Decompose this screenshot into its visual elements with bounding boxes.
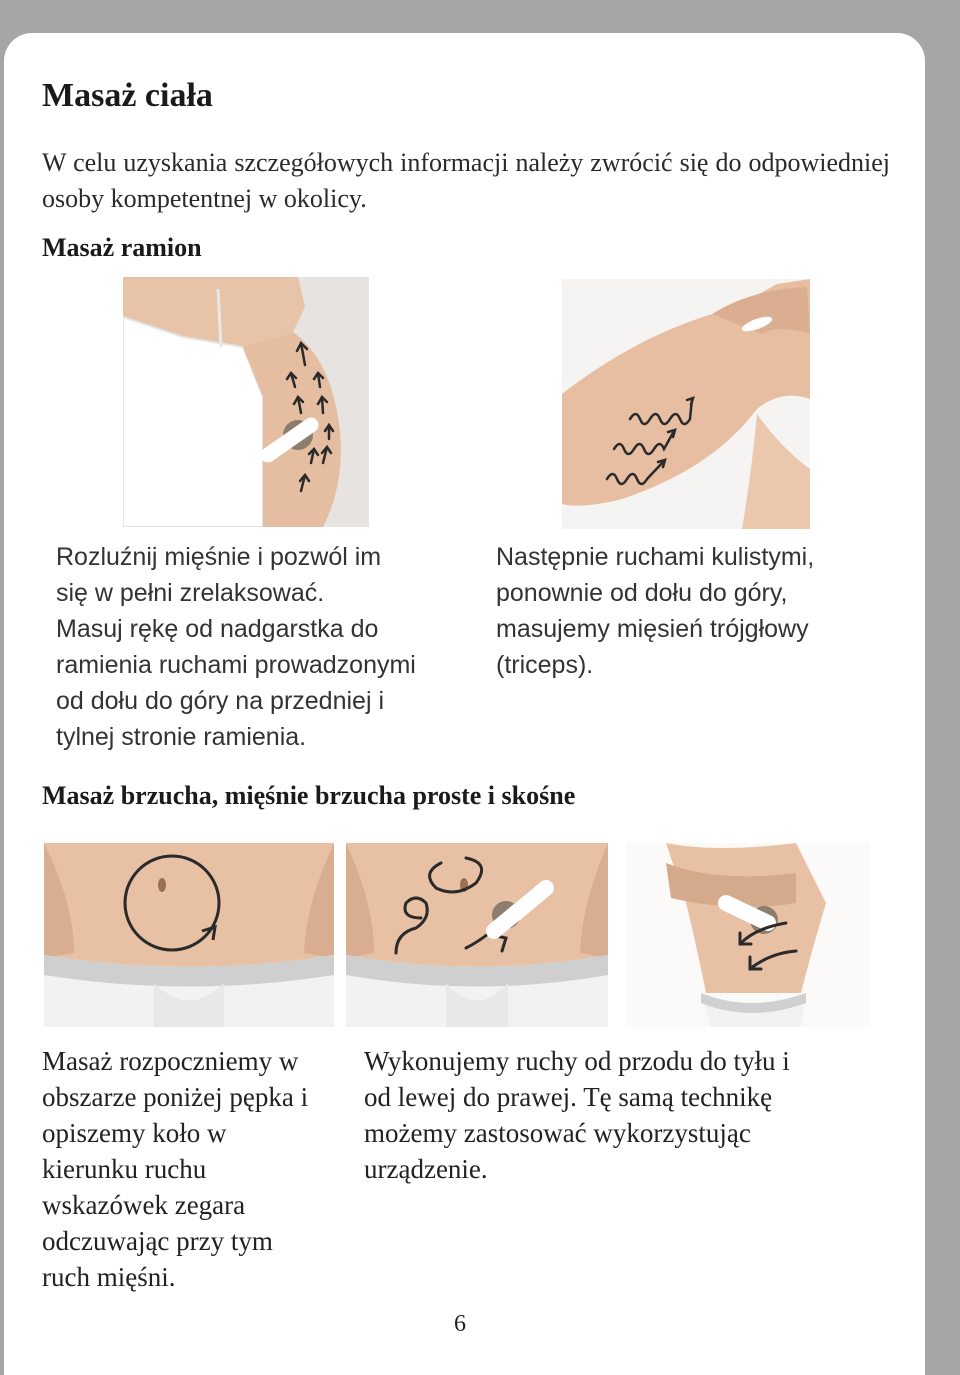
arm-front-photo: [123, 277, 369, 527]
text-line: się w pełni zrelaksować.: [56, 579, 325, 607]
text-line: Następnie ruchami kulistymi,: [496, 543, 815, 571]
text-line: masujemy mięsień trójgłowy: [496, 615, 809, 643]
text-line: opiszemy koło w: [42, 1118, 227, 1148]
text-line: obszarze poniżej pępka i: [42, 1082, 309, 1112]
text-line: Rozluźnij mięśnie i pozwól im: [56, 543, 382, 571]
belly-spiral-photo: [346, 843, 608, 1027]
text-line: Masaż rozpoczniemy w: [42, 1046, 299, 1076]
text-line: urządzenie.: [364, 1154, 488, 1184]
intro-paragraph: W celu uzyskania szczegółowych informacji należy zwrócić się do odpowiedniej osoby kompetentnej w okolicy.: [42, 148, 890, 213]
arm-instructions-right: [496, 539, 814, 683]
page: [4, 33, 925, 1375]
belly-instructions-right: [364, 1043, 790, 1187]
page-number: 6: [454, 1311, 466, 1337]
arm-triceps-photo: [562, 279, 810, 529]
text-line: odczuwając przy tym: [42, 1226, 273, 1256]
text-line: ponownie od dołu do góry,: [496, 579, 788, 607]
text-line: Wykonujemy ruchy od przodu do tyłu i: [364, 1046, 790, 1076]
text-line: tylnej stronie ramienia.: [56, 723, 307, 751]
text-line: (triceps).: [496, 651, 594, 679]
oblique-massage-photo: [626, 843, 870, 1027]
text-line: ramienia ruchami prowadzonymi: [56, 651, 416, 679]
text-line: Masuj rękę od nadgarstka do: [56, 615, 379, 643]
text-line: ruch mięśni.: [42, 1262, 176, 1292]
page-title: Masaż ciała: [42, 77, 213, 114]
text-line: możemy zastosować wykorzystując: [364, 1118, 751, 1148]
text-line: od dołu do góry na przedniej i: [56, 687, 385, 715]
belly-circle-photo: [44, 843, 334, 1027]
arm-section-heading: Masaż ramion: [42, 233, 202, 262]
belly-instructions-left: [42, 1043, 308, 1295]
arm-instructions-left: [56, 539, 416, 755]
text-line: wskazówek zegara: [42, 1190, 246, 1220]
text-line: kierunku ruchu: [42, 1154, 207, 1184]
text-line: od lewej do prawej. Tę samą technikę: [364, 1082, 773, 1112]
belly-section-heading: Masaż brzucha, mięśnie brzucha proste i skośne: [42, 781, 576, 810]
